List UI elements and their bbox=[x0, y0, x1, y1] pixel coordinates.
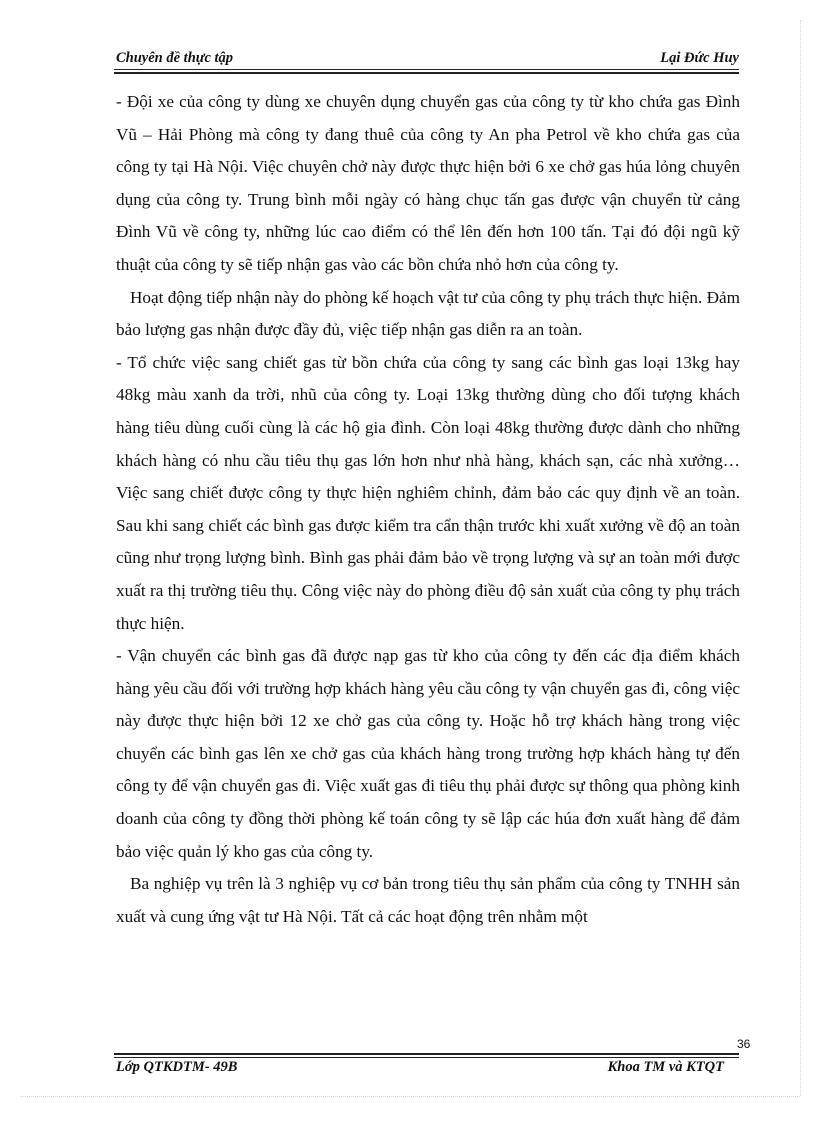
paragraph-summary: Ba nghiệp vụ trên là 3 nghiệp vụ cơ bản trong tiêu thụ sản phẩm của công ty TNHH sản xuất và cung ứng vật tư Hà Nội. Tất cả các hoạt động trên nhằm một bbox=[116, 874, 740, 926]
paragraph-bottling: - Tổ chức việc sang chiết gas từ bồn chứa của công ty sang các bình gas loại 13kg hay 48kg màu xanh da trời, nhũ của công ty. Loại 13kg thường dùng cho đối tượng khách hàng tiêu dùng cuối cùng là các hộ gia đình. Còn loại 48kg thường được dành cho những khách hàng có nhu cầu tiêu thụ gas lớn hơn như nhà hàng, khách sạn, các nhà xưởng…Việc sang chiết được công ty thực hiện nghiêm chỉnh, đảm bảo các quy định về an toàn. Sau khi sang chiết các bình gas được kiểm tra cẩn thận trước khi xuất xưởng về độ an toàn cũng như trọng lượng bình. Bình gas phải đảm bảo về trọng lượng và sự an toàn mới được xuất ra thị trường tiêu thụ. Công việc này do phòng điều độ sản xuất của công ty phụ trách thực hiện. bbox=[116, 352, 740, 633]
page-footer bbox=[114, 1059, 724, 1079]
header-document-title: Chuyên đề thực tập bbox=[116, 50, 234, 66]
page-boundary-bottom bbox=[20, 1096, 800, 1097]
header-author: Lại Đức Huy bbox=[660, 50, 739, 66]
header-rule-thick bbox=[114, 72, 739, 74]
footer-department: Khoa TM và KTQT bbox=[607, 1059, 724, 1075]
footer-class: Lớp QTKDTM- 49B bbox=[116, 1059, 238, 1075]
page-number: 36 bbox=[737, 1037, 751, 1051]
paragraph-transport-gas: - Đội xe của công ty dùng xe chuyên dụng chuyển gas của công ty từ kho chứa gas Đình Vũ – Hải Phòng mà công ty đang thuê của công ty An pha Petrol về kho chứa gas của công ty tại Hà Nội. Việc chuyên chở này được thực hiện bởi 6 xe chở gas húa lỏng chuyên dụng của công ty. Trung bình mỗi ngày có hàng chục tấn gas được vận chuyển từ cảng Đình Vũ về công ty, những lúc cao điểm có thể lên đến hơn 100 tấn. Tại đó đội ngũ kỹ thuật của công ty sẽ tiếp nhận gas vào các bồn chứa nhỏ hơn của công ty. bbox=[116, 92, 740, 274]
header-rule bbox=[114, 69, 739, 70]
paragraph-delivery: - Vận chuyển các bình gas đã được nạp gas từ kho của công ty đến các địa điểm khách hàng yêu cầu đối với trường hợp khách hàng yêu cầu công ty vận chuyển gas đi, công việc này được thực hiện bởi 12 xe chở gas của công ty. Hoặc hỗ trợ khách hàng trong việc chuyển các bình gas lên xe chở gas của khách hàng trong trường hợp khách hàng tự đến công ty để vận chuyển gas đi. Việc xuất gas đi tiêu thụ phải được sự thông qua phòng kinh doanh của công ty đồng thời phòng kế toán công ty sẽ lập các húa đơn xuất hàng để đảm bảo việc quản lý kho gas của công ty. bbox=[116, 646, 740, 861]
paragraph-receiving: Hoạt động tiếp nhận này do phòng kế hoạch vật tư của công ty phụ trách thực hiện. Đảm bảo lượng gas nhận được đầy đủ, việc tiếp nhận gas diễn ra an toàn. bbox=[116, 287, 741, 340]
page-header bbox=[114, 49, 739, 69]
page-boundary-right bbox=[800, 20, 801, 1096]
footer-rule-thick bbox=[114, 1053, 739, 1055]
page-body bbox=[116, 86, 740, 933]
footer-rule bbox=[114, 1057, 739, 1058]
